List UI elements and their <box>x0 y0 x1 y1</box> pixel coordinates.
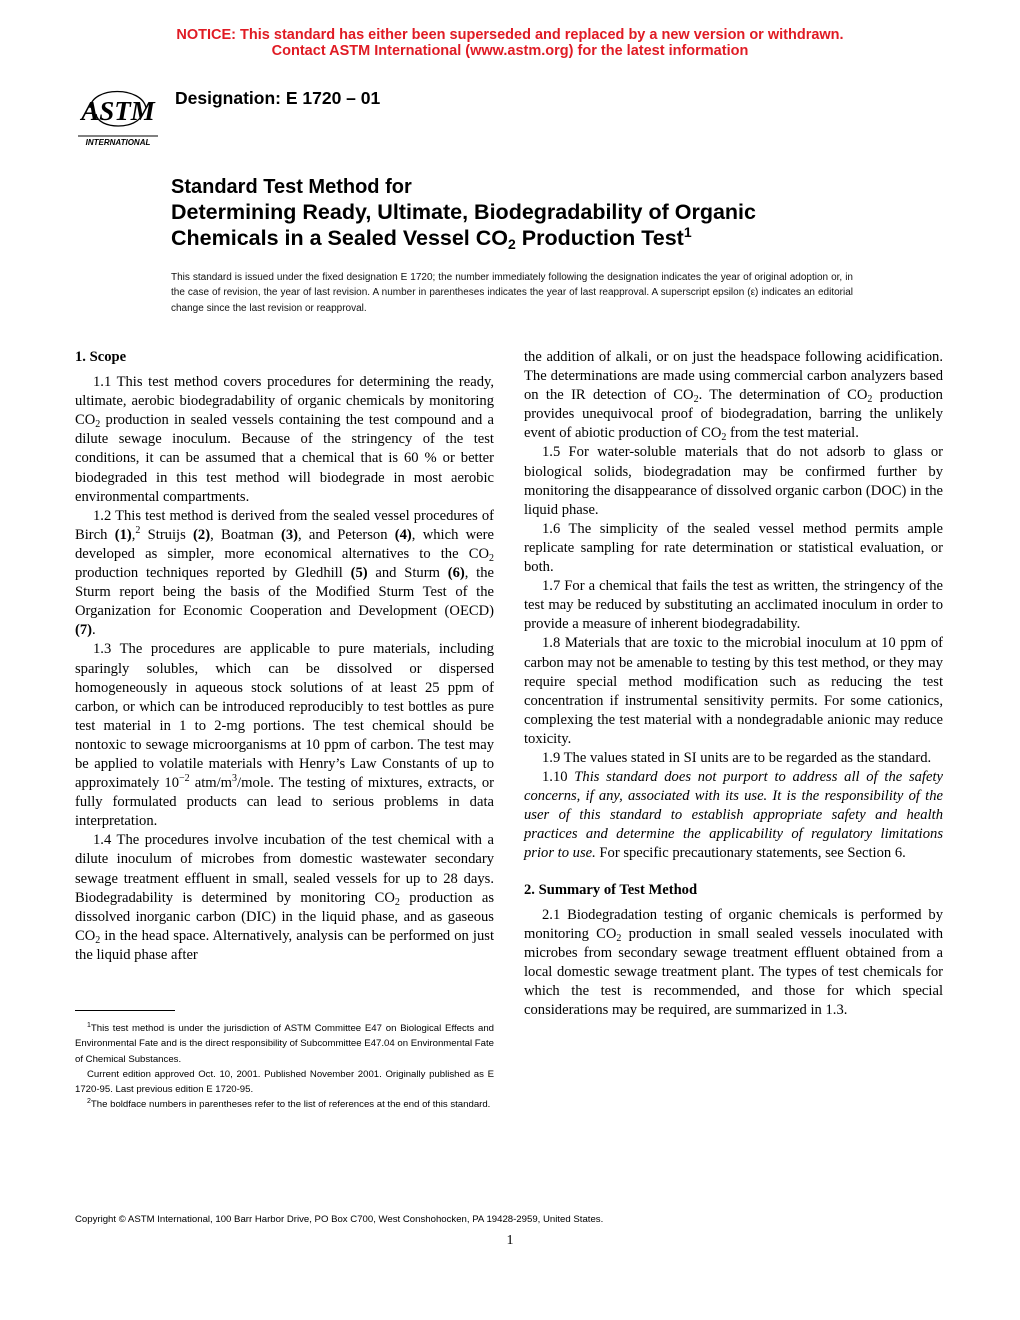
astm-logo <box>76 78 160 150</box>
notice-line-2: Contact ASTM International (www.astm.org) for the latest information <box>271 43 749 59</box>
paragraph-1-10: 1.10 This standard does not purport to address all of the safety concerns, if any, associated with its use. It is the responsibility of the user of this standard to establish appropriate safety and health practices and determine the applicability of regulatory limitations prior to use. For specific precautionary statements, see Section 6. <box>524 769 943 862</box>
paragraph-1-2: 1.2 This test method is derived from the sealed vessel procedures of Birch (1),$^2$ Struijs (2), Boatman (3), and Peterson (4), which were developed as simpler, more economical alternatives to the $CO_2$ production techniques reported by Gledhill (5) and Sturm (6), the Sturm report being the basis of the Modified Sturm Test of the Organization for Economic Cooperation and Development (OECD) (7). <box>75 507 494 639</box>
notice-line-1: NOTICE: This standard has either been superseded and replaced by a new version or withdrawn. <box>176 27 844 43</box>
section-1-heading: 1. Scope <box>75 349 127 365</box>
footnote-2: $^2$The boldface numbers in parentheses refer to the list of references at the end of this standard. <box>87 1098 491 1111</box>
footnote-1: $^1$This test method is under the jurisdiction of ASTM Committee E47 on Biological Effects and Environmental Fate and is the direct responsibility of Subcommittee E47.04 on Environmental Fate of Chemical Substances. <box>75 1022 494 1065</box>
paragraph-1-7: 1.7 For a chemical that fails the test as written, the stringency of the test may be reduced by substituting an acclimated inoculum in order to provide a measure of inherent biodegradability. <box>524 578 943 633</box>
withdrawal-notice <box>0 27 1020 59</box>
paragraph-1-4: 1.4 The procedures involve incubation of the test chemical with a dilute inoculum of microbes from domestic wastewater secondary sewage treatment effluent in small, sealed vessels for up to 28 days. Biodegradability is determined by monitoring $CO_2$ production as dissolved inorganic carbon (DIC) in the liquid phase, and as gaseous $CO_2$ in the head space. Alternatively, analysis can be performed on just the liquid phase after <box>75 832 494 963</box>
issuance-statement: This standard is issued under the fixed designation E 1720; the number immediately following the designation indicates the year of original adoption or, in the case of revision, the year of last revision. A number in parentheses indicates the year of last reapproval. A superscript epsilon (ε) indicates an editorial change since the last revision or reapproval. <box>171 272 853 314</box>
footnote-divider <box>75 1010 175 1011</box>
copyright-line: Copyright © ASTM International, 100 Barr Harbor Drive, PO Box C700, West Conshohocken, PA 19428-2959, United States. <box>75 1214 604 1225</box>
paragraph-1-1: 1.1 This test method covers procedures for determining the ready, ultimate, aerobic biodegradability of organic chemicals by monitoring $CO_2$ production in sealed vessels containing the test compound and a dilute sewage inoculum. Because of the stringency of the test conditions, it can be assumed that a chemical that is 60 % or better biodegraded in this test method will biodegrade in most aerobic environmental compartments. <box>75 374 494 505</box>
footnotes <box>75 1021 494 1113</box>
title-line-3: Chemicals in a Sealed Vessel $CO_2$ Production Test$^1$ <box>171 224 692 252</box>
paragraph-1-4-continued: the addition of alkali, or on just the headspace following acidification. The determinations are made using commercial carbon analyzers based on the IR detection of $CO_2$. The determination of $CO_2$ production provides unequivocal proof of biodegradation, barring the unlikely event of abiotic production of $CO_2$ from the test material. <box>524 349 943 444</box>
title-line-1: Standard Test Method for <box>171 176 412 198</box>
paragraph-1-6: 1.6 The simplicity of the sealed vessel method permits ample replicate sampling for rate determination or statistical evaluation, or both. <box>524 520 943 576</box>
document-title <box>171 175 951 251</box>
logo-text: ASTM <box>81 96 155 126</box>
paragraph-1-5: 1.5 For water-soluble materials that do not adsorb to glass or biological solids, biodegradation may be confirmed further by monitoring the disappearance of dissolved organic carbon (DOC) in the liquid phase. <box>524 444 943 518</box>
reference-link[interactable]: (6) <box>447 565 465 582</box>
logo-subtext: INTERNATIONAL <box>85 138 151 147</box>
paragraph-1-9: 1.9 The values stated in SI units are to be regarded as the standard. <box>542 749 932 766</box>
left-column <box>75 348 494 965</box>
reference-link[interactable]: (5) <box>350 565 368 582</box>
reference-link[interactable]: (4) <box>394 526 412 543</box>
paragraph-1-3: 1.3 The procedures are applicable to pure materials, including sparingly solubles, which can be dissolved or dispersed homogeneously in aqueous stock solutions of at least 25 ppm of carbon, or which can be introduced reproducibly to test bottles as pure test material in 1 to 2-mg portions. The test chemical should be nontoxic to sewage microorganisms at 10 ppm of carbon. The test may be applied to volatile materials with Henry’s Law Constants of up to approximately $10^{-2}$ atm/$m^3$/mole. The testing of mixtures, extracts, or fully formulated products can lead to serious problems in data interpretation. <box>75 641 494 830</box>
section-spacer <box>524 864 943 881</box>
page-number: 1 <box>506 1233 514 1248</box>
title-line-2: Determining Ready, Ultimate, Biodegradability of Organic <box>171 200 756 224</box>
footnote-ref-2[interactable]: 2 <box>135 524 141 536</box>
reference-link[interactable]: (1) <box>114 526 132 543</box>
footnote-1-edition: Current edition approved Oct. 10, 2001. Published November 2001. Originally published as E 1720-95. Last previous edition E 1720-95. <box>75 1068 494 1096</box>
section-2-heading: 2. Summary of Test Method <box>524 881 698 898</box>
reference-link[interactable]: (7) <box>75 622 93 639</box>
paragraph-1-8: 1.8 Materials that are toxic to the microbial inoculum at 10 ppm of carbon may not be amenable to testing by this test method, or they may require special method modification such as reducing the test concentration if instrumental sensitivity permits. For some cationics, complexing the test material with a nondegradable anionic may reduce toxicity. <box>524 635 943 747</box>
designation: Designation: E 1720 – 01 <box>175 88 381 108</box>
right-column <box>524 348 943 1020</box>
paragraph-2-1: 2.1 Biodegradation testing of organic chemicals is performed by monitoring $CO_2$ production in small sealed vessels inoculated with microbes from secondary sewage treatment effluent obtained from a local domestic sewage treatment plant. The types of test chemicals for which the test is recommended, and those for which special considerations may be required, are summarized in 1.3. <box>524 906 943 1019</box>
footnote-ref-1[interactable]: 1 <box>683 224 692 240</box>
reference-link[interactable]: (3) <box>280 526 298 543</box>
reference-link[interactable]: (2) <box>193 526 211 543</box>
